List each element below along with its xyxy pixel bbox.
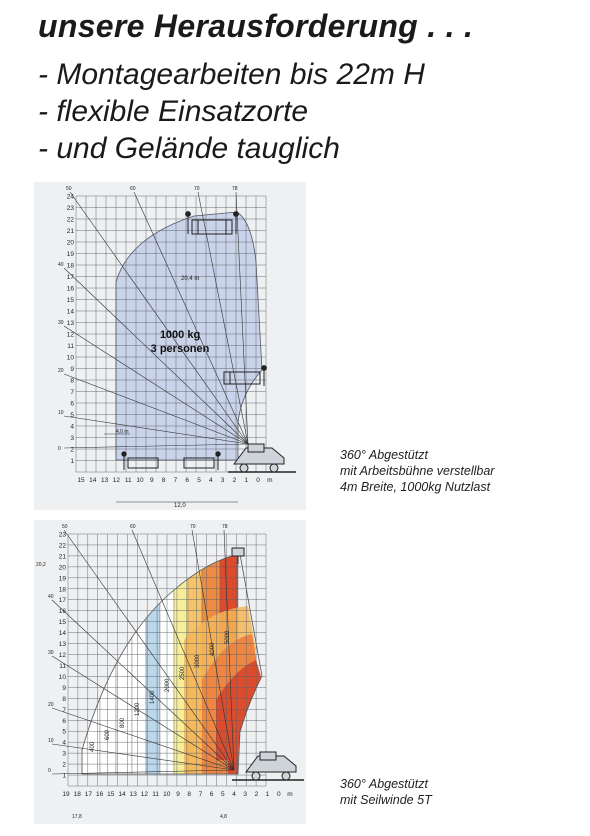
angle-label: 50: [66, 186, 72, 192]
zone-label: 800: [120, 717, 126, 728]
x-tick-label: 1: [265, 791, 270, 798]
angle-label: 60: [130, 524, 136, 530]
load-zone: [100, 540, 116, 780]
left-annotation: 20,2: [36, 562, 46, 568]
y-tick-label: 8: [70, 377, 74, 385]
y-tick-label: 21: [58, 553, 66, 561]
y-tick-label: 2: [70, 446, 74, 454]
y-tick-label: 6: [70, 400, 74, 408]
angle-label: 10: [58, 410, 64, 416]
y-tick-label: 13: [58, 641, 66, 649]
x-tick-label: 7: [173, 477, 178, 484]
x-tick-label: 5: [197, 477, 201, 484]
y-tick-label: 3: [70, 435, 74, 442]
y-tick-label: 18: [66, 262, 74, 270]
y-tick-label: 12: [58, 652, 66, 660]
caption-line: 4m Breite, 1000kg Nutzlast: [340, 480, 491, 494]
y-tick-label: 23: [58, 531, 66, 539]
angle-label: 50: [62, 524, 68, 530]
x-tick-label: 0: [276, 791, 281, 798]
angle-label: 30: [48, 650, 54, 656]
x-tick-label: 7: [198, 791, 203, 798]
caption-line: mit Arbeitsbühne verstellbar: [340, 464, 495, 478]
x-tick-label: 9: [149, 477, 154, 484]
angle-label: 10: [48, 738, 54, 744]
y-tick-label: 16: [58, 608, 66, 616]
load-label: 1000 kg: [159, 329, 201, 341]
width-annotation: 12,0: [174, 503, 186, 509]
y-tick-label: 7: [70, 389, 74, 396]
caption-line: mit Seilwinde 5T: [340, 793, 432, 807]
y-tick-label: 21: [66, 228, 74, 235]
x-tick-label: 14: [118, 791, 126, 798]
platform-reach-diagram: [34, 182, 306, 510]
x-tick-label: 13: [100, 477, 109, 484]
x-tick-label: 2: [254, 791, 259, 798]
grid: [68, 534, 266, 786]
zone-label: 3000: [195, 654, 201, 668]
y-tick-label: 11: [67, 343, 74, 350]
y-tick-label: 7: [62, 706, 66, 714]
y-tick-label: 16: [66, 285, 74, 293]
x-tick-label: 1: [244, 477, 249, 484]
angle-label: 20: [48, 702, 54, 708]
zone-label: 600: [105, 729, 111, 740]
x-tick-label: 17: [84, 791, 93, 798]
x-tick-label: 19: [62, 791, 70, 798]
y-tick-label: 22: [58, 542, 66, 550]
x-tick-label: 15: [107, 791, 115, 798]
zone-label: 1400: [150, 690, 156, 704]
angle-label: 78: [232, 186, 238, 192]
angle-label: 70: [194, 186, 200, 192]
x-tick-label: 3: [220, 477, 225, 484]
zone-label: 400: [90, 741, 96, 752]
y-tick-label: 6: [62, 717, 66, 725]
winch-load-svg: [34, 520, 306, 824]
y-tick-label: 24: [66, 193, 74, 201]
angle-label: 70: [190, 524, 196, 530]
challenge-list: [38, 56, 425, 167]
angle-label: 40: [48, 594, 54, 600]
zone-label: 2000: [165, 678, 171, 692]
list-item: - und Gelände tauglich: [38, 132, 340, 165]
zone-label: 2500: [180, 666, 186, 680]
x-tick-label: 4: [232, 791, 236, 798]
height-annotation: 20,4 m: [181, 276, 200, 282]
y-tick-label: 1: [62, 772, 66, 780]
x-tick-label: 11: [152, 791, 159, 798]
y-tick-label: 10: [66, 354, 74, 362]
y-tick-label: 14: [66, 308, 74, 316]
y-tick-label: 13: [66, 320, 74, 327]
angle-label: 20: [58, 368, 64, 374]
x-tick-label: 6: [185, 477, 190, 484]
caption-line: 360° Abgestützt: [340, 777, 428, 791]
bottom-left-annotation: 17,8: [72, 814, 82, 820]
small-dimension: 4,0 m: [116, 429, 129, 435]
x-tick-label: m: [287, 791, 293, 798]
y-tick-label: 5: [62, 728, 66, 736]
y-tick-label: 4: [62, 739, 66, 747]
y-tick-label: 10: [58, 673, 66, 681]
y-tick-label: 14: [58, 630, 66, 638]
angle-label: 0: [58, 446, 61, 452]
caption-platform: [340, 447, 580, 495]
x-tick-label: 3: [243, 791, 248, 798]
x-tick-label: 4: [208, 477, 213, 484]
x-tick-label: 10: [163, 791, 171, 798]
y-tick-label: 15: [66, 297, 74, 304]
x-tick-label: 2: [232, 477, 237, 484]
zone-label: 5000: [225, 630, 231, 644]
winch-load-diagram: [34, 520, 306, 824]
x-axis-ticks: [77, 477, 272, 484]
x-tick-label: 12: [112, 477, 121, 484]
y-tick-label: 20: [58, 564, 66, 572]
x-tick-label: m: [267, 477, 273, 484]
x-tick-label: 6: [209, 791, 214, 798]
page-heading: unsere Herausforderung . . .: [38, 8, 474, 44]
y-tick-label: 3: [62, 750, 66, 758]
y-tick-label: 9: [70, 366, 74, 373]
x-tick-label: 8: [161, 477, 166, 484]
y-tick-label: 9: [62, 684, 66, 692]
y-tick-label: 17: [66, 274, 74, 281]
y-tick-label: 2: [62, 761, 66, 769]
y-tick-label: 19: [66, 251, 74, 258]
y-tick-label: 17: [58, 597, 66, 605]
x-tick-label: 16: [95, 791, 104, 798]
bottom-right-annotation: 4,8: [220, 814, 227, 820]
x-tick-label: 14: [89, 477, 97, 484]
y-tick-label: 19: [58, 575, 66, 583]
angle-label: 0: [48, 768, 51, 774]
y-tick-label: 15: [58, 619, 66, 627]
y-axis-ticks: [59, 532, 67, 780]
x-tick-label: 12: [140, 791, 149, 798]
x-tick-label: 8: [187, 791, 192, 798]
x-tick-label: 0: [256, 477, 260, 484]
y-tick-label: 1: [70, 458, 74, 465]
x-tick-label: 5: [220, 791, 225, 798]
x-axis-ticks: [62, 791, 292, 798]
y-tick-label: 5: [70, 412, 74, 419]
y-tick-label: 18: [58, 586, 66, 594]
x-tick-label: 13: [129, 791, 137, 798]
angle-label: 78: [222, 524, 228, 530]
y-tick-label: 22: [66, 216, 74, 224]
x-tick-label: 10: [136, 477, 144, 484]
angle-label: 60: [130, 186, 136, 192]
angle-label: 30: [58, 320, 64, 326]
y-tick-label: 4: [70, 423, 74, 431]
platform-reach-svg: [34, 182, 306, 510]
angle-label: 40: [58, 262, 64, 268]
persons-label: 3 personen: [150, 343, 210, 355]
list-item: - Montagearbeiten bis 22m H: [38, 58, 425, 91]
caption-line: 360° Abgestützt: [340, 448, 428, 462]
y-tick-label: 12: [66, 331, 74, 339]
list-item: - flexible Einsatzorte: [38, 95, 309, 128]
x-tick-label: 9: [176, 791, 180, 798]
zone-label: 4000: [210, 642, 216, 656]
zone-label: 1200: [135, 702, 141, 716]
y-tick-label: 8: [62, 695, 66, 703]
caption-winch: [340, 776, 580, 808]
x-tick-label: 18: [73, 791, 81, 798]
y-tick-label: 20: [66, 239, 74, 247]
truck-icon: [232, 752, 304, 780]
x-tick-label: 15: [77, 477, 85, 484]
load-zone: [132, 540, 146, 780]
x-tick-label: 11: [124, 477, 132, 484]
y-tick-label: 23: [66, 205, 74, 212]
y-axis-ticks: [67, 194, 75, 466]
y-tick-label: 11: [59, 662, 66, 670]
